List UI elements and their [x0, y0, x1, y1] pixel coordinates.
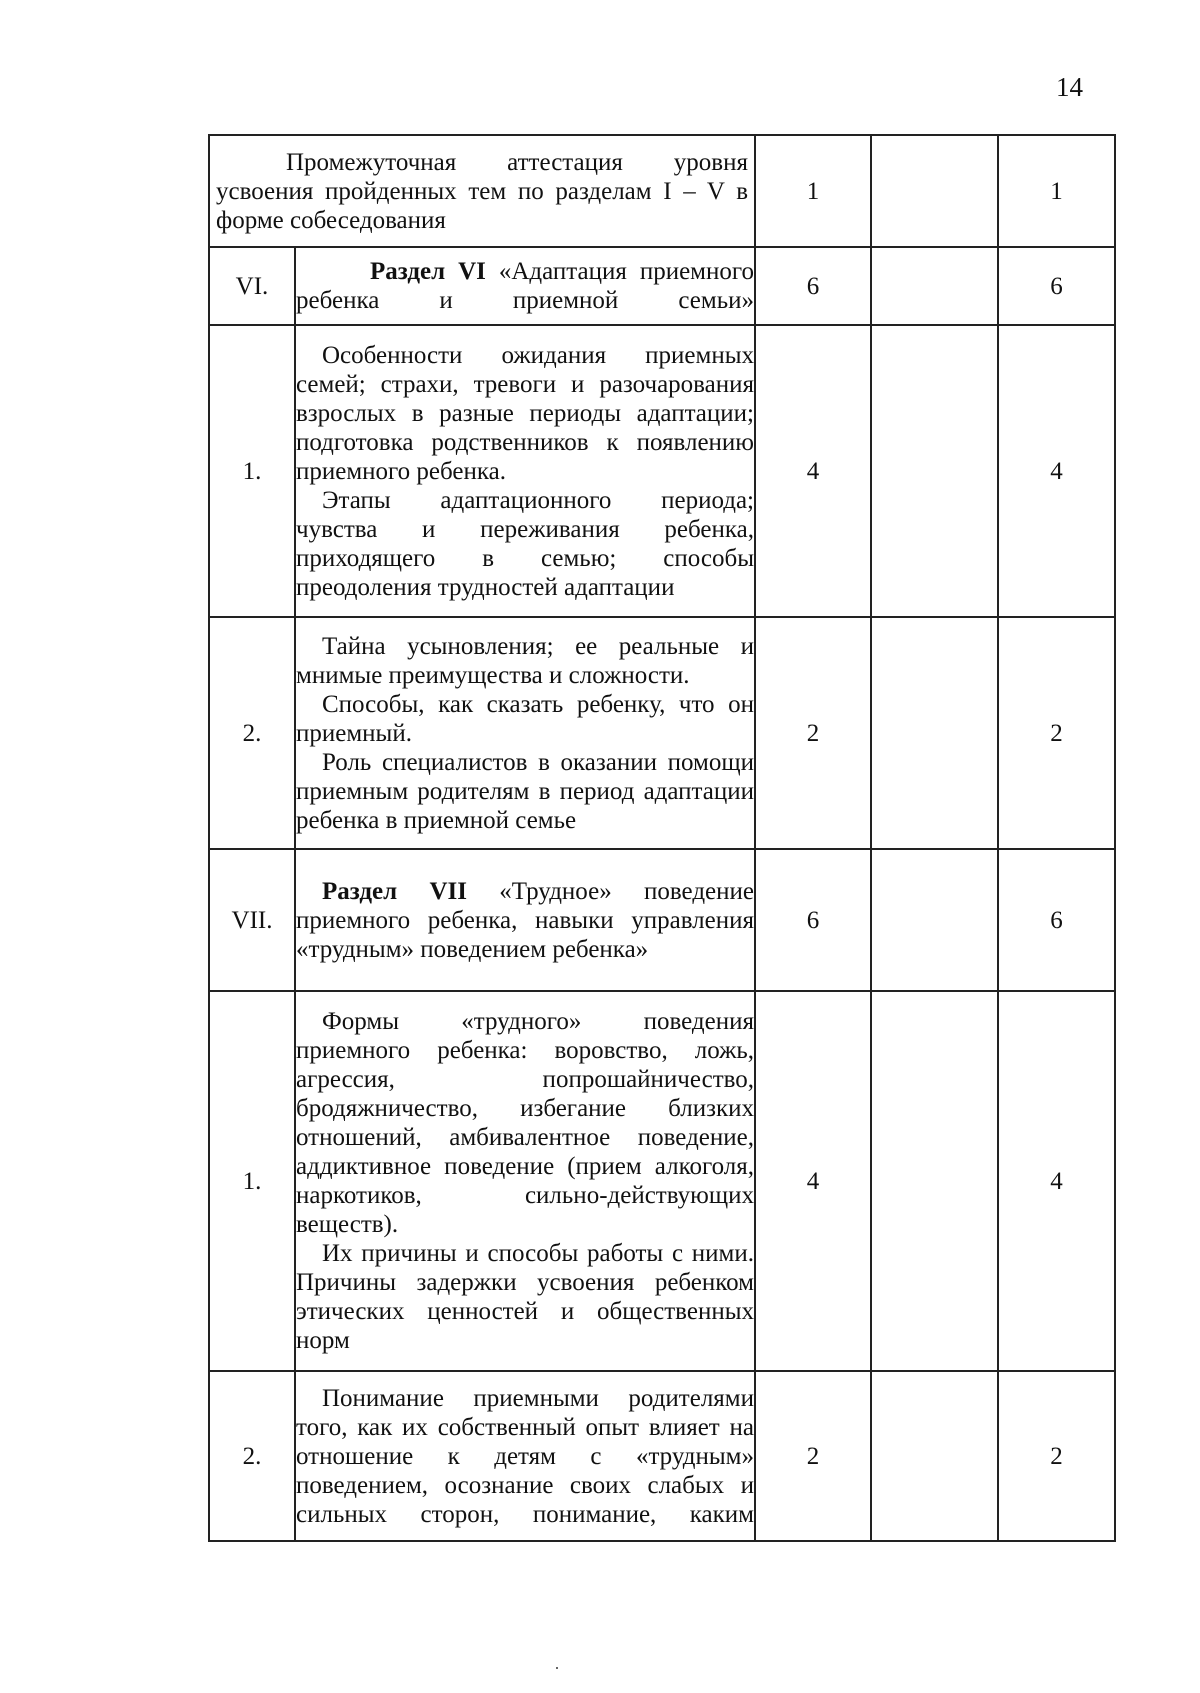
topic-hours-total: 4	[755, 325, 871, 617]
section-label-bold: Раздел VII	[322, 877, 467, 905]
section-hours-practice: 6	[998, 247, 1115, 325]
page-number: 14	[1056, 72, 1083, 102]
topic-row	[209, 617, 1115, 849]
topic-paragraph: Тайна усыновления; ее реальные и мнимые преимущества и сложности.	[296, 632, 754, 689]
attestation-line-1: Промежуточная аттестация уровня	[286, 148, 748, 176]
section-label-rest: «Трудное» поведение приемного ребенка, навыки управления «трудным» поведением ребенка»	[296, 877, 754, 963]
topic-hours-practice: 4	[998, 991, 1115, 1371]
section-number: VI.	[209, 247, 295, 325]
topic-hours-theory	[871, 991, 998, 1371]
section-hours-total: 6	[755, 247, 871, 325]
section-label-bold: Раздел VI	[370, 258, 486, 285]
section-title	[295, 247, 755, 325]
topic-paragraph: Формы «трудного» поведения приемного ребенка: воровство, ложь, агрессия, попрошайничество, бродяжничество, избегание близких отношений, амбивалентное поведение, аддиктивное поведение (прием алкоголя, наркотиков, сильно-действующих веществ).	[296, 1008, 754, 1238]
section-row-vi	[209, 247, 1115, 325]
topic-row	[209, 325, 1115, 617]
attestation-line-2: усвоения пройденных тем по разделам I – V в	[216, 177, 748, 205]
topic-hours-theory	[871, 325, 998, 617]
section-number: VII.	[209, 849, 295, 991]
topic-hours-total: 4	[755, 991, 871, 1371]
attestation-hours-theory	[871, 135, 998, 247]
section-row-vii	[209, 849, 1115, 991]
section-hours-practice: 6	[998, 849, 1115, 991]
topic-hours-theory	[871, 617, 998, 849]
topic-hours-total: 2	[755, 617, 871, 849]
attestation-hours-practice: 1	[998, 135, 1115, 247]
section-hours-total: 6	[755, 849, 871, 991]
section-hours-theory	[871, 247, 998, 325]
attestation-text	[209, 135, 755, 247]
topic-row	[209, 1371, 1115, 1541]
topic-hours-practice: 2	[998, 617, 1115, 849]
topic-text	[295, 991, 755, 1371]
topic-number: 2.	[209, 1371, 295, 1541]
topic-text	[295, 325, 755, 617]
topic-paragraph: Способы, как сказать ребенку, что он приемный.	[296, 690, 754, 747]
section-hours-theory	[871, 849, 998, 991]
attestation-line-3: форме собеседования	[216, 206, 446, 234]
attestation-hours-total: 1	[755, 135, 871, 247]
topic-hours-theory	[871, 1371, 998, 1541]
topic-number: 1.	[209, 991, 295, 1371]
attestation-row	[209, 135, 1115, 247]
topic-paragraph: Их причины и способы работы с ними. Причины задержки усвоения ребенком этических ценностей и общественных норм	[296, 1240, 754, 1354]
topic-text	[295, 1371, 755, 1541]
curriculum-table-container	[208, 134, 1114, 1542]
topic-paragraph: Роль специалистов в оказании помощи приемным родителям в период адаптации ребенка в приемной семье	[296, 748, 754, 834]
topic-number: 2.	[209, 617, 295, 849]
section-title	[295, 849, 755, 991]
topic-hours-total: 2	[755, 1371, 871, 1541]
scan-speck	[556, 1667, 558, 1669]
curriculum-table	[208, 134, 1116, 1542]
topic-paragraph: Особенности ожидания приемных семей; страхи, тревоги и разочарования взрослых в разные периоды адаптации; подготовка родственников к появлению приемного ребенка.	[296, 341, 754, 485]
topic-hours-practice: 4	[998, 325, 1115, 617]
topic-text	[295, 617, 755, 849]
topic-paragraph: Понимание приемными родителями того, как их собственный опыт влияет на отношение к детям с «трудным» поведением, осознание своих слабых и сильных сторон, понимание, каким	[296, 1384, 754, 1528]
topic-paragraph: Этапы адаптационного периода; чувства и переживания ребенка, приходящего в семью; способы преодоления трудностей адаптации	[296, 486, 754, 601]
topic-hours-practice: 2	[998, 1371, 1115, 1541]
topic-row	[209, 991, 1115, 1371]
section-label-rest: «Адаптация приемного ребенка и приемной семьи»	[296, 258, 755, 314]
topic-number: 1.	[209, 325, 295, 617]
